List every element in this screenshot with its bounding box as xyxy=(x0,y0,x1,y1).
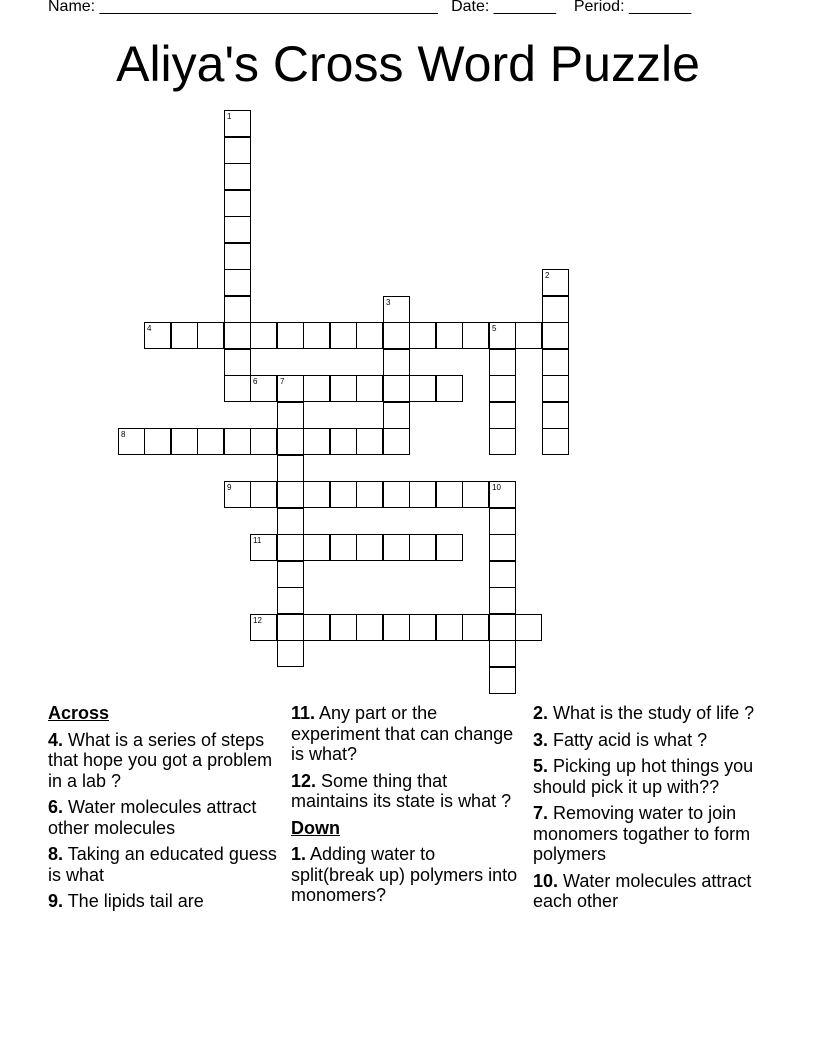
grid-cell[interactable] xyxy=(489,667,516,694)
grid-cell[interactable] xyxy=(489,614,516,641)
grid-cell[interactable] xyxy=(277,455,304,482)
grid-cell[interactable] xyxy=(356,428,383,455)
grid-cell[interactable] xyxy=(224,190,251,217)
grid-cell[interactable] xyxy=(542,428,569,455)
grid-cell[interactable] xyxy=(383,614,410,641)
grid-cell[interactable] xyxy=(330,428,357,455)
grid-cell[interactable] xyxy=(330,534,357,561)
grid-cell[interactable] xyxy=(489,534,516,561)
cell-number: 10 xyxy=(492,483,501,492)
clue xyxy=(533,703,765,724)
clue xyxy=(533,803,765,865)
grid-cell[interactable] xyxy=(462,322,489,349)
grid-cell[interactable] xyxy=(277,640,304,667)
grid-cell[interactable] xyxy=(436,481,463,508)
grid-cell[interactable] xyxy=(383,402,410,429)
grid-cell[interactable] xyxy=(383,322,410,349)
grid-cell[interactable] xyxy=(542,375,569,402)
grid-cell[interactable] xyxy=(356,322,383,349)
clue xyxy=(533,730,765,751)
grid-cell[interactable] xyxy=(303,375,330,402)
grid-cell[interactable] xyxy=(330,614,357,641)
grid-cell[interactable] xyxy=(277,587,304,614)
clue-text: Adding water to split(break up) polymers into monomers? xyxy=(291,844,518,905)
grid-cell[interactable] xyxy=(277,614,304,641)
grid-cell[interactable] xyxy=(409,322,436,349)
grid-cell[interactable] xyxy=(171,428,198,455)
clue-column-1 xyxy=(48,703,280,918)
clue-text: Fatty acid is what ? xyxy=(548,729,708,750)
clue-text: Some thing that maintains its state is what ? xyxy=(291,770,512,811)
grid-cell[interactable] xyxy=(356,481,383,508)
period-field: Period: _______ xyxy=(573,0,692,15)
clue xyxy=(48,844,280,885)
grid-cell[interactable] xyxy=(489,481,516,508)
clue-number: 7. xyxy=(533,803,549,823)
grid-cell[interactable] xyxy=(224,110,251,137)
grid-cell[interactable] xyxy=(303,322,330,349)
grid-cell[interactable] xyxy=(250,481,277,508)
grid-cell[interactable] xyxy=(224,216,251,243)
clue-column-3 xyxy=(533,703,765,918)
clue xyxy=(48,891,280,912)
clue-number: 6. xyxy=(48,797,64,817)
grid-cell[interactable] xyxy=(383,534,410,561)
grid-cell[interactable] xyxy=(118,428,145,455)
cell-number: 5 xyxy=(492,324,497,333)
clue xyxy=(533,871,765,912)
clue-number: 3. xyxy=(533,729,549,750)
grid-cell[interactable] xyxy=(197,322,224,349)
cell-number: 6 xyxy=(253,377,258,386)
clue-text: The lipids tail are xyxy=(63,891,204,911)
grid-cell[interactable] xyxy=(277,428,304,455)
grid-cell[interactable] xyxy=(224,243,251,270)
grid-cell[interactable] xyxy=(224,163,251,190)
grid-cell[interactable] xyxy=(330,481,357,508)
grid-cell[interactable] xyxy=(250,534,277,561)
grid-cell[interactable] xyxy=(303,534,330,561)
grid-cell[interactable] xyxy=(489,322,516,349)
clue-number: 2. xyxy=(533,703,549,723)
clue xyxy=(291,844,523,906)
grid-cell[interactable] xyxy=(224,296,251,323)
grid-cell[interactable] xyxy=(462,614,489,641)
grid-cell[interactable] xyxy=(224,428,251,455)
grid-cell[interactable] xyxy=(144,322,171,349)
grid-cell[interactable] xyxy=(277,402,304,429)
grid-cell[interactable] xyxy=(515,322,542,349)
grid-cell[interactable] xyxy=(542,349,569,376)
grid-cell[interactable] xyxy=(436,614,463,641)
page-title: Aliya's Cross Word Puzzle xyxy=(116,36,700,92)
grid-cell[interactable] xyxy=(224,349,251,376)
clue-number: 1. xyxy=(291,844,307,864)
grid-cell[interactable] xyxy=(330,322,357,349)
clue xyxy=(291,703,523,765)
grid-cell[interactable] xyxy=(144,428,171,455)
grid-cell[interactable] xyxy=(383,296,410,323)
grid-cell[interactable] xyxy=(250,428,277,455)
cell-number: 3 xyxy=(386,298,391,307)
section-heading-across: Across xyxy=(48,703,110,723)
clue-text: Any part or the experiment that can change is what? xyxy=(291,703,514,764)
cell-number: 4 xyxy=(147,324,152,333)
grid-cell[interactable] xyxy=(489,428,516,455)
grid-cell[interactable] xyxy=(515,614,542,641)
grid-cell[interactable] xyxy=(224,322,251,349)
grid-cell[interactable] xyxy=(356,375,383,402)
grid-cell[interactable] xyxy=(330,375,357,402)
section-heading-down: Down xyxy=(291,817,340,838)
grid-cell[interactable] xyxy=(542,296,569,323)
grid-cell[interactable] xyxy=(489,375,516,402)
grid-cell[interactable] xyxy=(303,614,330,641)
clue-text: Water molecules attract each other xyxy=(533,870,752,911)
grid-cell[interactable] xyxy=(224,375,251,402)
grid-cell[interactable] xyxy=(489,587,516,614)
grid-cell[interactable] xyxy=(489,402,516,429)
clue-text: Taking an educated guess is what xyxy=(48,844,277,885)
grid-cell[interactable] xyxy=(224,481,251,508)
grid-cell[interactable] xyxy=(542,322,569,349)
grid-cell[interactable] xyxy=(356,534,383,561)
grid-cell[interactable] xyxy=(224,269,251,296)
grid-cell[interactable] xyxy=(277,508,304,535)
grid-cell[interactable] xyxy=(250,614,277,641)
cell-number: 1 xyxy=(227,112,232,121)
clue xyxy=(533,756,765,797)
clue-text: Water molecules attract other molecules xyxy=(48,797,257,838)
clue-number: 8. xyxy=(48,844,64,864)
grid-cell[interactable] xyxy=(250,375,277,402)
grid-cell[interactable] xyxy=(224,137,251,164)
clue-number: 10. xyxy=(533,870,559,891)
grid-cell[interactable] xyxy=(436,375,463,402)
cell-number: 7 xyxy=(280,377,285,386)
clue-number: 12. xyxy=(291,770,317,791)
clue xyxy=(48,797,280,838)
grid-cell[interactable] xyxy=(356,614,383,641)
grid-cell[interactable] xyxy=(542,402,569,429)
grid-cell[interactable] xyxy=(489,561,516,588)
grid-cell[interactable] xyxy=(277,322,304,349)
clue-text: Removing water to join monomers togather to form polymers xyxy=(533,803,751,864)
clue-number: 4. xyxy=(48,729,64,750)
date-field: Date: _______ xyxy=(451,0,557,15)
cell-number: 9 xyxy=(227,483,232,492)
clue xyxy=(291,771,523,812)
grid-cell[interactable] xyxy=(489,508,516,535)
grid-cell[interactable] xyxy=(409,481,436,508)
cell-number: 11 xyxy=(253,536,262,545)
grid-cell[interactable] xyxy=(383,428,410,455)
grid-cell[interactable] xyxy=(383,349,410,376)
grid-cell[interactable] xyxy=(171,322,198,349)
cell-number: 12 xyxy=(253,616,262,625)
grid-cell[interactable] xyxy=(303,481,330,508)
clue-number: 9. xyxy=(48,891,64,911)
grid-cell[interactable] xyxy=(462,481,489,508)
grid-cell[interactable] xyxy=(277,561,304,588)
grid-cell[interactable] xyxy=(489,349,516,376)
cell-number: 2 xyxy=(545,271,550,280)
clue-number: 5. xyxy=(533,756,549,776)
grid-cell[interactable] xyxy=(436,322,463,349)
grid-cell[interactable] xyxy=(409,375,436,402)
clue xyxy=(48,730,280,792)
cell-number: 8 xyxy=(121,430,126,439)
grid-cell[interactable] xyxy=(383,481,410,508)
grid-cell[interactable] xyxy=(277,534,304,561)
clue-column-2 xyxy=(291,703,523,912)
clue-text: What is the study of life ? xyxy=(548,703,755,723)
grid-cell[interactable] xyxy=(383,375,410,402)
grid-cell[interactable] xyxy=(409,534,436,561)
grid-cell[interactable] xyxy=(250,322,277,349)
clue-text: What is a series of steps that hope you got a problem in a lab ? xyxy=(48,729,273,791)
grid-cell[interactable] xyxy=(303,428,330,455)
clue-text: Picking up hot things you should pick it up with?? xyxy=(533,756,754,797)
grid-cell[interactable] xyxy=(542,269,569,296)
grid-cell[interactable] xyxy=(277,481,304,508)
name-field: Name: ______________________________________ xyxy=(48,0,438,15)
grid-cell[interactable] xyxy=(489,640,516,667)
grid-cell[interactable] xyxy=(436,534,463,561)
grid-cell[interactable] xyxy=(409,614,436,641)
clue-number: 11. xyxy=(291,703,316,723)
grid-cell[interactable] xyxy=(197,428,224,455)
grid-cell[interactable] xyxy=(277,375,304,402)
